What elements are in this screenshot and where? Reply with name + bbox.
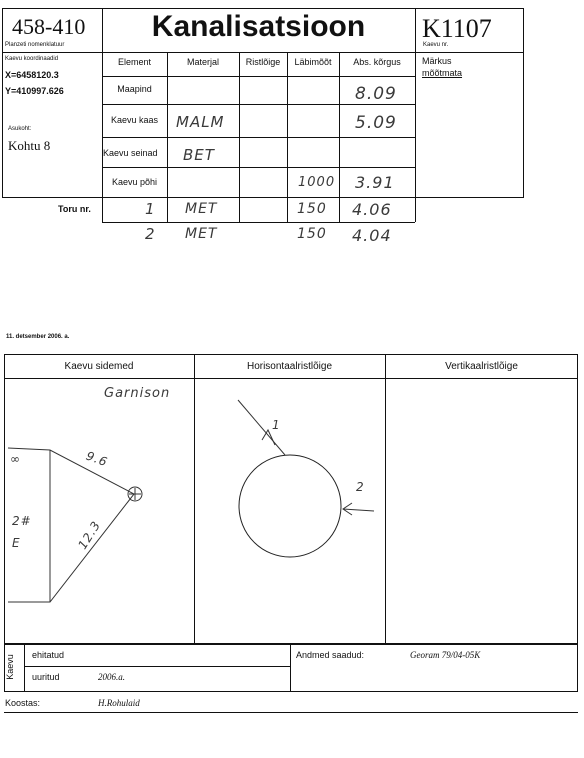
row-element: Kaevu põhi [111,177,158,187]
pipe-in-label: 1 [272,418,281,432]
divider [24,644,25,692]
left-note: E [12,536,21,550]
distance-label: 9.6 [84,448,110,470]
date-line: 11. detsember 2006. a. [6,334,70,340]
well-id-caption: Kaevu nr. [423,42,449,48]
data-source-value: Georam 79/04-05K [410,650,481,660]
pipe-material: MET [185,201,218,217]
row-height: 8.09 [355,84,397,104]
row-height: 5.09 [355,113,397,133]
pipe-height: 4.04 [352,226,392,245]
garnison-label: Garnison [104,386,171,401]
well-id: K1107 [422,14,492,43]
pipe-height: 4.06 [352,200,392,219]
coord-y: Y=410997.626 [5,86,64,96]
left-note: 2# [12,514,32,528]
location-value: Kohtu 8 [8,138,51,153]
row-element: Kaevu kaas [110,115,159,125]
col-header-cross: Ristlõige [245,57,281,67]
measured-value: 2006.a. [98,672,125,682]
row-height: 3.91 [355,173,395,192]
pipe-out-label: 2 [356,480,365,494]
pipe-diameter: 150 [297,201,327,217]
panel-title-vertical: Vertikaalristlõige [445,361,518,372]
page-title: Kanalisatsioon [151,10,366,43]
pipe-label: Toru nr. [58,204,91,214]
col-header-height: Abs. kõrgus [353,57,401,67]
coords-caption: Kaevu koordinaadid [5,56,59,62]
row-material: MALM [176,113,225,131]
footer-frame [4,644,578,692]
built-label: ehitatud [32,650,65,660]
author-value: H.Rohulaid [98,698,140,708]
author-label: Koostas: [5,698,41,708]
pipe-nr: 2 [145,225,156,243]
pipe-nr: 1 [145,200,156,218]
panel-title-horizontal: Horisontaalristlõige [246,361,333,372]
col-header-element: Element [117,57,152,67]
sheet-caption: Planzeti nomenklatuur [5,42,65,48]
coord-x: X=6458120.3 [5,70,59,80]
col-header-diameter: Läbimõõt [294,57,332,67]
divider [4,712,578,713]
remarks-value: mõõtmata [422,68,463,78]
row-diameter: 1000 [298,175,336,190]
location-caption: Asukoht: [8,126,32,132]
well-vertical-label: Kaevu [4,654,15,680]
data-source-label: Andmed saadud: [296,650,365,660]
measured-label: uuritud [32,672,60,682]
row-element: Maapind [117,84,152,94]
sheet-number: 458-410 [12,14,86,39]
divider [290,644,291,692]
divider [24,666,290,667]
left-mark: ∞ [10,452,21,466]
distance-label: 12.3 [75,518,104,552]
row-element: Kaevu seinad [103,148,158,158]
remarks-label: Märkus [422,56,452,66]
pipe-material: MET [185,226,218,242]
pipe-diameter: 150 [297,226,327,242]
panel-title-links: Kaevu sidemed [64,361,134,372]
col-header-material: Materjal [186,57,219,67]
row-material: BET [183,146,215,164]
